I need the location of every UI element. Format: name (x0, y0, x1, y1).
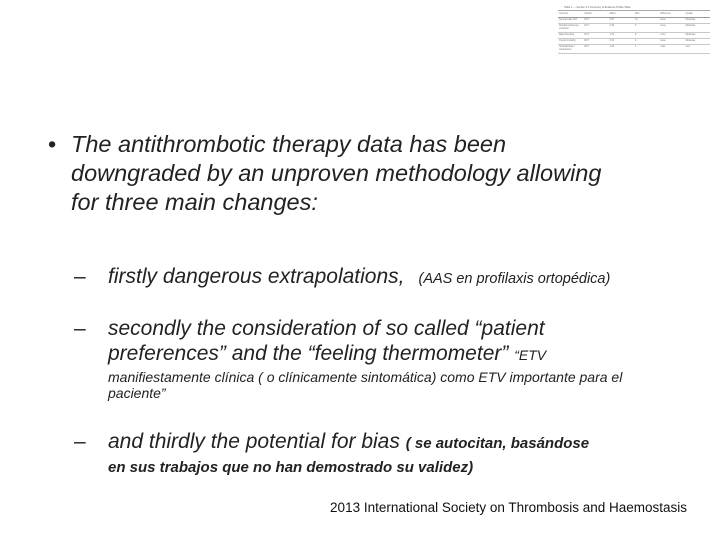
sub-item-aside-inline: “ETV (514, 347, 547, 363)
thumbnail-table-cell: 9 (634, 25, 637, 27)
thumbnail-caption: Table 1 — Section 2.3 Summary of Evidence Profile Table (564, 6, 631, 9)
sub-item-text: and thirdly the potential for bias (108, 430, 400, 453)
footer-copyright: 2013 International Society on Thrombosis and Haemostasis (330, 500, 687, 515)
thumbnail-table-cell: Nonfatal pulmonary embolism (559, 25, 579, 30)
thumbnail-table-cell: Overall mortality (559, 40, 576, 42)
thumbnail-table-cell: RCT (584, 19, 590, 21)
thumbnail-table-cell: 14 (634, 19, 638, 21)
sub-item-aside: en sus trabajos que no han demostrado su validez) (108, 459, 474, 476)
sub-item-text-wrapper (108, 429, 698, 478)
dash-symbol: – (74, 317, 86, 340)
thumbnail-table-cell: Moderate (685, 19, 696, 21)
sub-item-aside: manifiestamente clínica ( o clínicamente sintomática) como ETV importante para el paciente” (108, 369, 623, 401)
sub-item-text-wrapper (108, 316, 668, 401)
thumbnail-table-cell: 0.87 (609, 19, 615, 21)
sub-item-text: secondly the consideration of so called “patient preferences” and the “feeling thermometer” (108, 317, 545, 365)
thumbnail-table-cell: 1 (634, 46, 637, 48)
thumbnail-table-cell: Hospitalization / readmission (559, 46, 576, 51)
thumbnail-table-cell: RCT (584, 34, 590, 36)
thumbnail-table-cell: more (660, 46, 666, 48)
thumbnail-table-cell: 0.91 (609, 40, 615, 42)
thumbnail-table-row (558, 24, 710, 33)
thumbnail-header-cell: Outcome (559, 13, 569, 15)
main-bullet-text: The antithrombotic therapy data has been downgraded by an unproven methodology allowing for three main changes: (71, 131, 602, 215)
dash-symbol: – (74, 430, 86, 453)
thumbnail-table-cell: 1.00 (609, 46, 615, 48)
sub-item-aside: (AAS en profilaxis ortopédica) (418, 271, 611, 287)
thumbnail-header-cell: Studies (584, 13, 592, 15)
sub-item-text: firstly dangerous extrapolations, (108, 265, 405, 288)
thumbnail-table-cell: 0.93 (609, 25, 615, 27)
thumbnail-table-cell: fewer (660, 25, 666, 27)
thumbnail-table-cell: RCT (584, 25, 590, 27)
thumbnail-table-cell: RCT (584, 40, 590, 42)
thumbnail-table-cell: Major bleeding (559, 34, 575, 36)
thumbnail-table-cell: 1.02 (609, 34, 615, 36)
thumbnail-table-cell: Symptomatic DVT (559, 19, 578, 21)
thumbnail-table-cell: more (660, 34, 666, 36)
thumbnail-table-cell: fewer (660, 19, 666, 21)
sub-item-aside-inline: ( se autocitan, basándose (405, 435, 590, 452)
thumbnail-header-cell: Quality (685, 13, 693, 15)
thumbnail-table-cell: 2 (634, 40, 637, 42)
bullet-symbol: • (48, 131, 57, 157)
thumbnail-table-row (558, 45, 710, 54)
dash-symbol: – (74, 265, 86, 288)
table-thumbnail-image (558, 6, 710, 120)
thumbnail-table-cell: 8 (634, 34, 637, 36)
thumbnail-table-cell: Moderate (685, 34, 696, 36)
thumbnail-header-cell: Difference (660, 13, 671, 15)
thumbnail-table-cell: RCT (584, 46, 590, 48)
thumbnail-header-cell: Effect (609, 13, 616, 15)
thumbnail-table-cell: Low (685, 46, 690, 48)
thumbnail-table-cell: Moderate (685, 40, 696, 42)
thumbnail-table-cell: Moderate (685, 25, 696, 27)
sub-item-text-wrapper (108, 263, 610, 293)
thumbnail-header-cell: Risk (634, 13, 640, 15)
thumbnail-table-cell: fewer (660, 40, 666, 42)
